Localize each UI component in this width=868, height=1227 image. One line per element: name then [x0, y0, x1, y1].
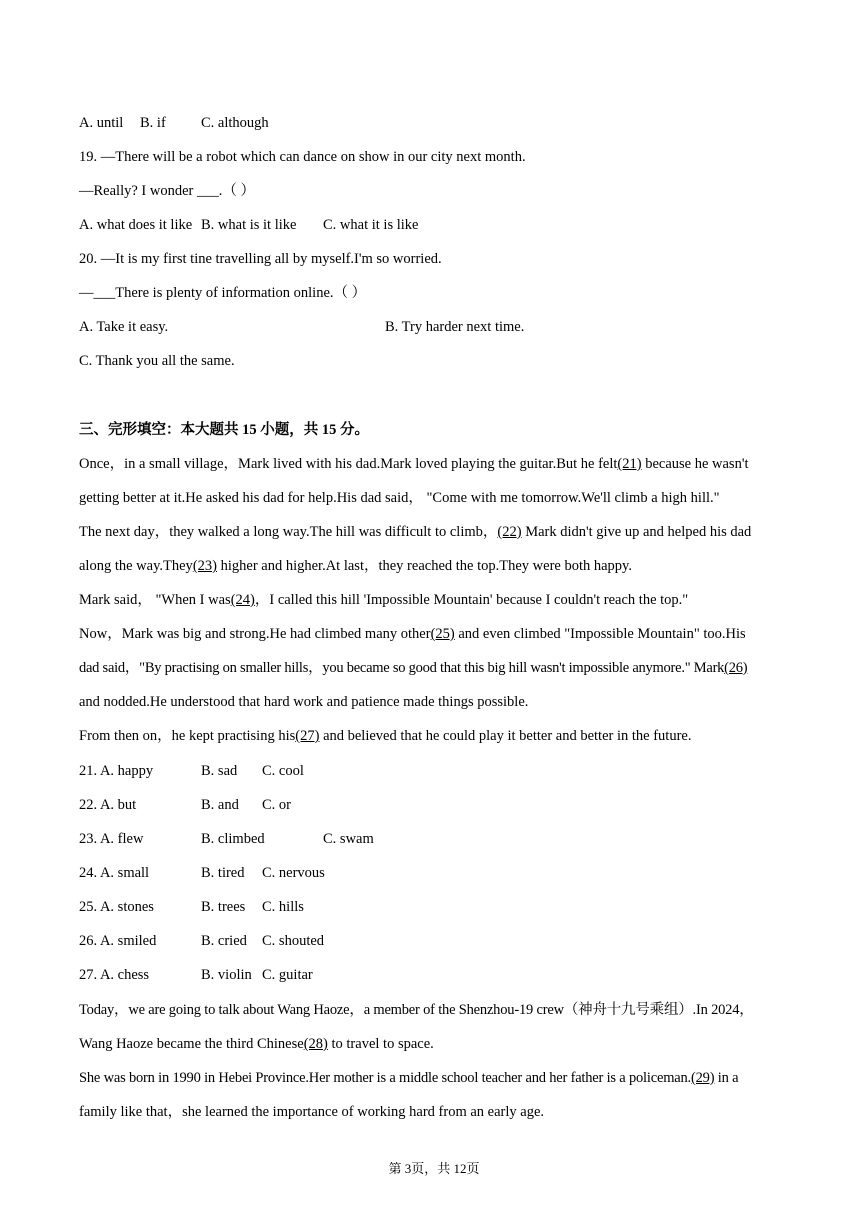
q20-option-b: B. Try harder next time. [385, 319, 525, 335]
passage-line-6: Now，Mark was big and strong.He had climbed many other(25) and even climbed "Impossible Mountain" too.His [79, 626, 746, 642]
passage-line-9: From then on，he kept practising his(27) and believed that he could play it better and better in the future. [79, 728, 692, 744]
passage-line-5: Mark said， "When I was(24)，I called this hill 'Impossible Mountain' because I couldn't reach the top." [79, 592, 689, 608]
option-21-b: B. sad [201, 763, 238, 779]
option-27-a: 27. A. chess [79, 967, 150, 983]
passage-line-1: Once，in a small village，Mark lived with his dad.Mark loved playing the guitar.But he felt(21) because he wasn't [79, 456, 749, 472]
q19-stem: 19. —There will be a robot which can dance on show in our city next month. [79, 149, 526, 165]
passage-line-4: along the way.They(23) higher and higher.At last，they reached the top.They were both happy. [79, 558, 632, 574]
section-heading: 三、完形填空：本大题共 15 小题，共 15 分。 [79, 422, 369, 438]
q20-option-a: A. Take it easy. [79, 319, 169, 335]
q18-option-a: A. until [79, 115, 124, 131]
option-23-a: 23. A. flew [79, 831, 144, 847]
option-25-a: 25. A. stones [79, 899, 154, 915]
passage-line-2: getting better at it.He asked his dad for help.His dad said， "Come with me tomorrow.We'll climb a high hill." [79, 490, 720, 506]
passage2-line-3: She was born in 1990 in Hebei Province.Her mother is a middle school teacher and her father is a policeman.(29) in a [79, 1070, 739, 1086]
blank-27: (27) [295, 728, 320, 744]
option-24-a: 24. A. small [79, 865, 150, 881]
blank-26: (26) [724, 660, 748, 676]
option-26-b: B. cried [201, 933, 247, 949]
option-21-c: C. cool [262, 763, 304, 779]
option-23-c: C. swam [323, 831, 374, 847]
q19-option-c: C. what it is like [323, 217, 419, 233]
option-25-b: B. trees [201, 899, 246, 915]
q20-option-c: C. Thank you all the same. [79, 353, 235, 369]
blank-25: (25) [430, 626, 455, 642]
q19-reply: —Really? I wonder ___.（ ） [79, 183, 255, 199]
option-22-b: B. and [201, 797, 239, 813]
option-21-a: 21. A. happy [79, 763, 154, 779]
option-26-c: C. shouted [262, 933, 325, 949]
q20-reply: —___There is plenty of information online.（ ） [79, 285, 367, 301]
q19-option-a: A. what does it like [79, 217, 193, 233]
option-24-c: C. nervous [262, 865, 325, 881]
blank-23: (23) [192, 558, 217, 574]
option-27-c: C. guitar [262, 967, 313, 983]
option-26-a: 26. A. smiled [79, 933, 157, 949]
option-22-c: C. or [262, 797, 291, 813]
blank-29: (29) [690, 1070, 715, 1086]
page-number: 第 3页，共 12页 [388, 1161, 480, 1176]
passage2-line-4: family like that，she learned the importance of working hard from an early age. [79, 1104, 545, 1120]
option-27-b: B. violin [201, 967, 252, 983]
blank-28: (28) [303, 1036, 328, 1052]
blank-21: (21) [617, 456, 642, 472]
blank-22: (22) [497, 524, 522, 540]
option-23-b: B. climbed [201, 831, 265, 847]
q19-option-b: B. what is it like [201, 217, 297, 233]
passage-line-3: The next day，they walked a long way.The hill was difficult to climb，(22) Mark didn't give up and helped his dad [79, 524, 752, 540]
passage-line-7: dad said，"By practising on smaller hills，you became so good that this big hill wasn't impossible anymore." Mark(26) [79, 660, 748, 676]
q18-option-b: B. if [140, 115, 166, 131]
passage2-line-2: Wang Haoze became the third Chinese(28) to travel to space. [79, 1036, 434, 1052]
passage2-line-1: Today，we are going to talk about Wang Haoze，a member of the Shenzhou-19 crew（神舟十九号乘组）.In 2024， [79, 1002, 754, 1018]
q18-option-c: C. although [201, 115, 269, 131]
option-22-a: 22. A. but [79, 797, 137, 813]
blank-24: (24) [230, 592, 255, 608]
option-24-b: B. tired [201, 865, 245, 881]
q20-stem: 20. —It is my first tine travelling all by myself.I'm so worried. [79, 251, 442, 267]
option-25-c: C. hills [262, 899, 304, 915]
passage-line-8: and nodded.He understood that hard work and patience made things possible. [79, 694, 529, 710]
